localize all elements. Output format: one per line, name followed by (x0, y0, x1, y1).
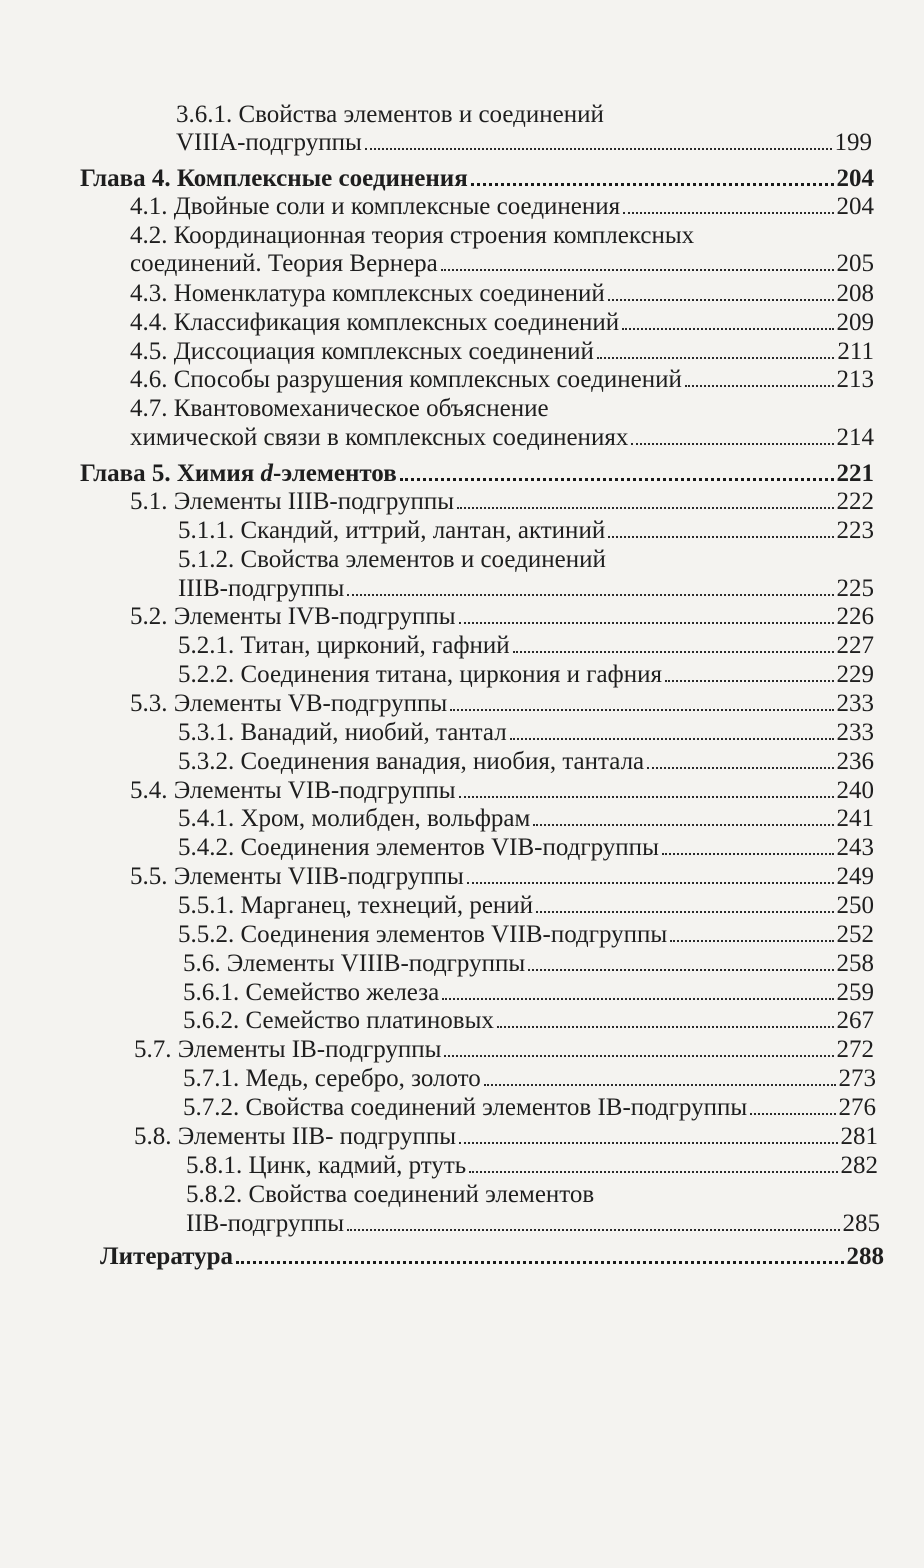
toc-entry[interactable] (130, 280, 874, 307)
page-number: 223 (836, 517, 874, 544)
page-number: 281 (840, 1123, 878, 1150)
leader-dots (236, 1261, 843, 1264)
leader-dots (469, 1171, 837, 1173)
page-number: 221 (836, 460, 874, 487)
leader-dots (459, 622, 834, 624)
page-number: 205 (836, 250, 874, 277)
page-number: 240 (836, 777, 874, 804)
toc-entry-title: 5.4.1. Хром, молибден, вольфрам (178, 805, 531, 832)
toc-entry-title: 4.1. Двойные соли и комплексные соединения (130, 193, 621, 220)
page-number: 250 (836, 892, 874, 919)
toc-entry[interactable] (178, 748, 874, 775)
toc-entry[interactable] (186, 1152, 878, 1179)
toc-entry-title: 5.7.1. Медь, серебро, золото (183, 1065, 481, 1092)
page-number: 222 (836, 488, 874, 515)
toc-entry-title: 4.5. Диссоциация комплексных соединений (130, 338, 594, 365)
toc-entry-title: 5.2.2. Соединения титана, циркония и гафния (178, 661, 663, 688)
toc-entry[interactable] (134, 1036, 874, 1063)
leader-dots (528, 969, 833, 971)
toc-entry-title: IIIB-подгруппы (178, 575, 345, 602)
toc-entry[interactable] (178, 661, 874, 688)
toc-entry[interactable] (178, 834, 874, 861)
toc-entry[interactable] (183, 1007, 874, 1034)
leader-dots (497, 1026, 834, 1028)
page-number: 226 (836, 603, 874, 630)
page-number: 199 (834, 129, 872, 156)
toc-entry-title: 4.4. Классификация комплексных соединений (130, 309, 620, 336)
leader-dots (608, 536, 833, 538)
page-number: 236 (836, 748, 874, 775)
toc-entry-title: 5.8. Элементы IIB- подгруппы (134, 1123, 457, 1150)
page-number: 213 (836, 366, 874, 393)
page-number: 273 (838, 1065, 876, 1092)
page-number: 233 (836, 690, 874, 717)
page-number: 272 (836, 1036, 874, 1063)
toc-entry-title: 5.4.2. Соединения элементов VIB-подгруппы (178, 834, 659, 861)
leader-dots (536, 911, 833, 913)
toc-entry-title: 5.6.2. Семейство платиновых (183, 1007, 494, 1034)
toc-entry[interactable] (130, 488, 874, 515)
toc-entry-title: 5.8.2. Свойства соединений элементов (186, 1181, 595, 1208)
toc-entry-title: 5.8.1. Цинк, кадмий, ртуть (186, 1152, 467, 1179)
chapter-title-italic-d: d (260, 460, 274, 487)
leader-dots (400, 478, 834, 481)
leader-dots (533, 824, 833, 826)
page-number: 211 (837, 338, 874, 365)
toc-entry-title: 5.2. Элементы IVB-подгруппы (130, 603, 456, 630)
leader-dots (685, 385, 834, 387)
toc-entry[interactable] (130, 690, 874, 717)
leader-dots (450, 709, 833, 711)
toc-literature[interactable] (100, 1243, 884, 1270)
toc-entry-title: 5.7.2. Свойства соединений элементов IB-подгруппы (183, 1094, 748, 1121)
page-number: 227 (836, 632, 874, 659)
leader-dots (597, 357, 835, 359)
toc-entry[interactable] (130, 193, 874, 220)
toc-entry (178, 546, 606, 573)
toc-entry[interactable] (183, 979, 874, 1006)
leader-dots (441, 269, 834, 271)
leader-dots (510, 738, 834, 740)
toc-entry-title: 5.1.2. Свойства элементов и соединений (178, 546, 606, 573)
toc-chapter-title: Глава 5. Химия d-элементов (80, 460, 397, 487)
toc-entry-title: 5.5.2. Соединения элементов VIIB-подгруппы (178, 921, 668, 948)
toc-entry-title: 5.1.1. Скандий, иттрий, лантан, актиний (178, 517, 606, 544)
leader-dots (347, 594, 833, 596)
toc-entry-title: 4.6. Способы разрушения комплексных соединений (130, 366, 682, 393)
page-number: 225 (836, 575, 874, 602)
leader-dots (662, 853, 834, 855)
leader-dots (459, 796, 834, 798)
toc-entry-title: 5.3.1. Ванадий, ниобий, тантал (178, 719, 507, 746)
toc-entry[interactable] (130, 250, 874, 277)
page-number: 229 (836, 661, 874, 688)
page-number: 241 (836, 805, 874, 832)
page-number: 243 (836, 834, 874, 861)
toc-entry-title: 5.1. Элементы IIIB-подгруппы (130, 488, 455, 515)
toc-entry-title: 4.2. Координационная теория строения комплексных (130, 222, 695, 249)
page-number: 204 (836, 165, 874, 192)
page-number: 276 (838, 1094, 876, 1121)
leader-dots (631, 443, 833, 445)
page-number: 288 (846, 1243, 884, 1270)
toc-entry[interactable] (178, 575, 874, 602)
leader-dots (750, 1113, 835, 1115)
toc-entry[interactable] (178, 719, 874, 746)
toc-entry-title: IIB-подгруппы (186, 1210, 345, 1237)
page-number: 252 (836, 921, 874, 948)
toc-entry[interactable] (178, 805, 874, 832)
toc-entry-title: 5.5.1. Марганец, технеций, рений (178, 892, 534, 919)
toc-entry-title: 5.4. Элементы VIB-подгруппы (130, 777, 456, 804)
toc-entry[interactable] (178, 632, 874, 659)
toc-entry[interactable] (186, 1210, 880, 1237)
page-number: 282 (840, 1152, 878, 1179)
toc-entry-title: 5.3.2. Соединения ванадия, ниобия, тантала (178, 748, 645, 775)
toc-entry[interactable] (176, 129, 872, 156)
toc-entry (176, 101, 604, 128)
toc-entry[interactable] (130, 338, 874, 365)
toc-entry[interactable] (178, 517, 874, 544)
leader-dots (459, 1142, 837, 1144)
toc-entry-title: 3.6.1. Свойства элементов и соединений (176, 101, 604, 128)
page-number: 258 (836, 950, 874, 977)
toc-entry[interactable] (130, 777, 874, 804)
toc-entry[interactable] (130, 424, 874, 451)
leader-dots (484, 1084, 836, 1086)
toc-entry[interactable] (130, 603, 874, 630)
leader-dots (347, 1229, 839, 1231)
leader-dots (665, 680, 833, 682)
toc-entry-title: VIIIA-подгруппы (176, 129, 362, 156)
leader-dots (467, 882, 834, 884)
toc-entry (130, 222, 694, 249)
toc-entry-title: 5.6. Элементы VIIIB-подгруппы (183, 950, 526, 977)
page-number: 208 (836, 280, 874, 307)
toc-entry-title: 4.7. Квантовомеханическое объяснение (130, 395, 549, 422)
toc-entry-title: 5.3. Элементы VB-подгруппы (130, 690, 448, 717)
toc-chapter-5[interactable] (80, 460, 874, 487)
leader-dots (647, 767, 833, 769)
toc-entry-title: 5.7. Элементы IB-подгруппы (134, 1036, 442, 1063)
page-number: 204 (836, 193, 874, 220)
leader-dots (442, 998, 833, 1000)
toc-entry[interactable] (183, 1094, 876, 1121)
page-number: 285 (842, 1210, 880, 1237)
toc-entry-title: 5.5. Элементы VIIB-подгруппы (130, 863, 464, 890)
toc-entry[interactable] (130, 309, 874, 336)
page-number: 249 (836, 863, 874, 890)
leader-dots (365, 148, 832, 150)
toc-entry-title: 5.2.1. Титан, цирконий, гафний (178, 632, 510, 659)
toc-entry-title: 5.6.1. Семейство железа (183, 979, 440, 1006)
leader-dots (608, 299, 834, 301)
leader-dots (622, 328, 833, 330)
page-number: 259 (836, 979, 874, 1006)
toc-chapter-4[interactable] (80, 165, 874, 192)
page-number: 209 (836, 309, 874, 336)
toc-entry[interactable] (178, 892, 874, 919)
toc-entry-title: 4.3. Номенклатура комплексных соединений (130, 280, 605, 307)
toc-entry (130, 395, 549, 422)
toc-entry-title: соединений. Теория Вернера (130, 250, 438, 277)
leader-dots (444, 1055, 833, 1057)
leader-dots (471, 183, 834, 186)
toc-chapter-title: Глава 4. Комплексные соединения (80, 165, 468, 192)
page-number: 267 (836, 1007, 874, 1034)
toc-entry[interactable] (130, 863, 874, 890)
page-number: 233 (836, 719, 874, 746)
leader-dots (670, 940, 833, 942)
leader-dots (513, 651, 834, 653)
toc-entry[interactable] (183, 950, 874, 977)
toc-entry (186, 1181, 594, 1208)
leader-dots (623, 212, 833, 214)
toc-literature-title: Литература (100, 1243, 234, 1270)
page-number: 214 (836, 424, 874, 451)
leader-dots (457, 507, 833, 509)
toc-entry-title: химической связи в комплексных соединениях (130, 424, 629, 451)
toc-entry[interactable] (130, 366, 874, 393)
toc-entry[interactable] (178, 921, 874, 948)
toc-entry[interactable] (134, 1123, 878, 1150)
toc-entry[interactable] (183, 1065, 876, 1092)
